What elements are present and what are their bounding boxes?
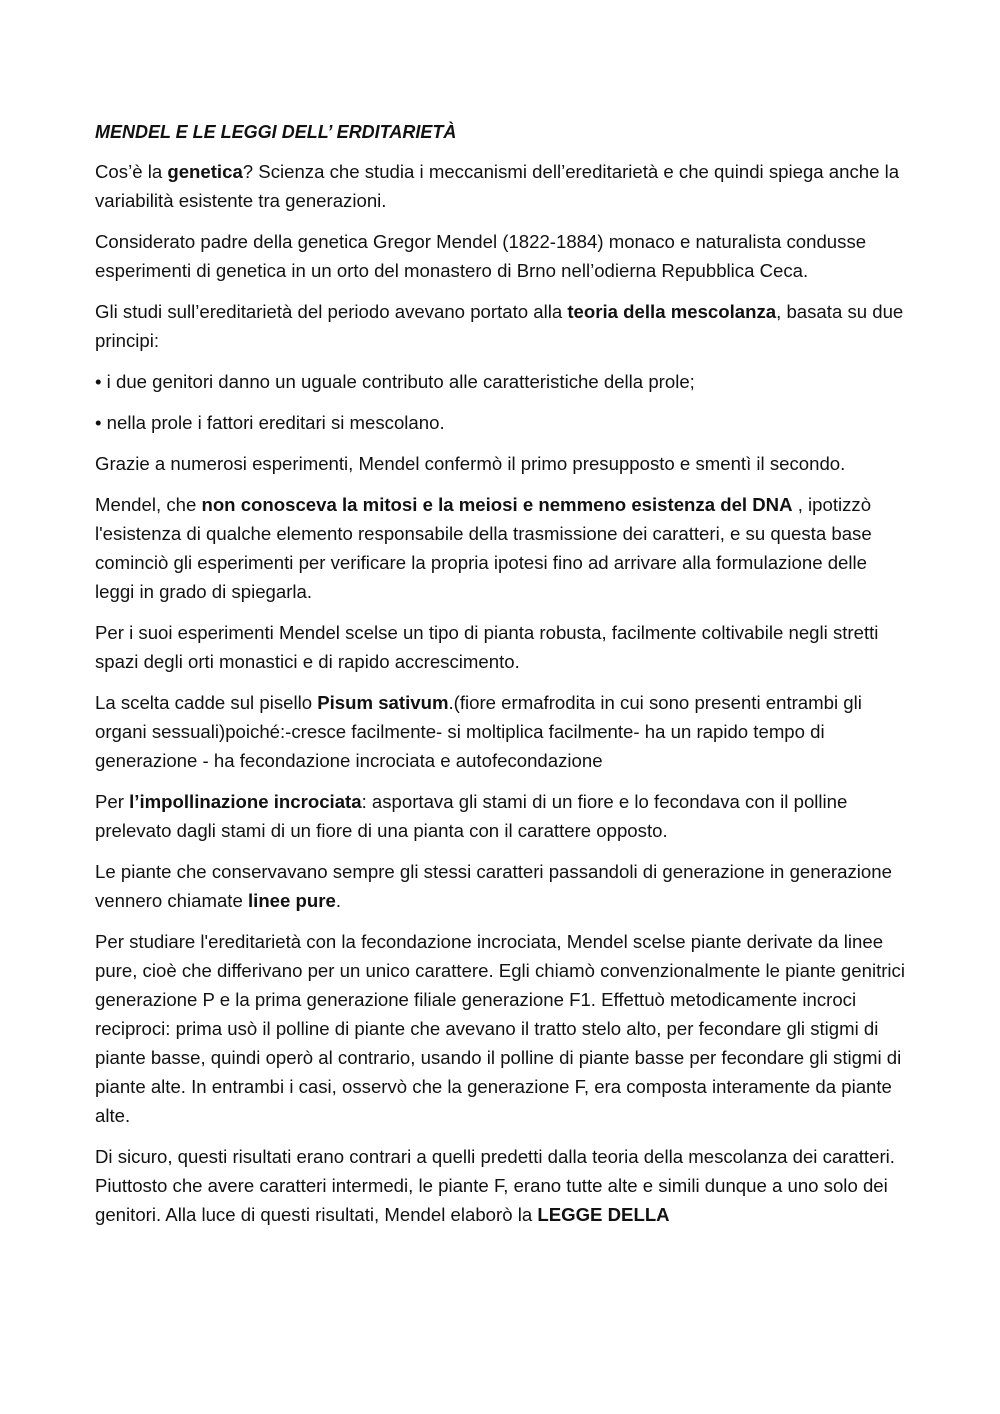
text-run: ? Scienza che studia i meccanismi dell’ereditarietà e che quindi spiega anche la variabilità esistente tra generazioni. [95, 161, 900, 211]
text-run: Le piante che conservavano sempre gli stessi caratteri passandoli di generazione in generazione vennero chiamate [95, 861, 892, 911]
bold-text: linee pure [247, 890, 336, 911]
bold-text: LEGGE DELLA [537, 1204, 670, 1225]
paragraph [95, 297, 910, 355]
text-run: . [335, 890, 341, 911]
text-run: : asportava gli stami di un fiore e lo fecondava con il polline prelevato dagli stami di un fiore di una pianta con il carattere opposto. [95, 791, 848, 841]
paragraph [95, 227, 910, 285]
bold-text: genetica [167, 161, 243, 182]
paragraph [95, 490, 910, 606]
document-body [95, 157, 910, 1229]
bold-text: Pisum sativum [317, 692, 449, 713]
text-run: La scelta cadde sul pisello [95, 692, 318, 713]
bold-text: non conosceva la mitosi e la meiosi e nemmeno esistenza del DNA [201, 494, 793, 515]
paragraph [95, 367, 910, 396]
document-title: MENDEL E LE LEGGI DELL’ ERDITARIETÀ [95, 122, 457, 142]
document-page [95, 118, 910, 1241]
paragraph [95, 408, 910, 437]
paragraph [95, 688, 910, 775]
text-run: Considerato padre della genetica Gregor Mendel (1822-1884) monaco e naturalista condusse esperimenti di genetica in un orto del monastero di Brno nell’odierna Repubblica Ceca. [95, 231, 867, 281]
text-run: Per [95, 791, 130, 812]
paragraph [95, 449, 910, 478]
text-run: • i due genitori danno un uguale contributo alle caratteristiche della prole; [95, 371, 695, 392]
text-run: .(fiore ermafrodita in cui sono presenti entrambi gli organi sessuali)poiché:-cresce facilmente- si moltiplica facilmente- ha un rapido tempo di generazione - ha fecondazione incrociata e autofecondazione [95, 692, 862, 771]
bold-text: l’impollinazione incrociata [129, 791, 362, 812]
paragraph [95, 1142, 910, 1229]
text-run: Mendel, che [95, 494, 202, 515]
paragraph [95, 787, 910, 845]
paragraph [95, 157, 910, 215]
paragraph [95, 857, 910, 915]
text-run: Cos’è la [95, 161, 168, 182]
text-run: , basata su due principi: [95, 301, 904, 351]
text-run: Per i suoi esperimenti Mendel scelse un tipo di pianta robusta, facilmente coltivabile negli stretti spazi degli orti monastici e di rapido accrescimento. [95, 622, 879, 672]
text-run: Per studiare l'ereditarietà con la fecondazione incrociata, Mendel scelse piante derivate da linee pure, cioè che differivano per un unico carattere. Egli chiamò convenzionalmente le piante genitrici generazione P e la prima generazione filiale generazione F1. Effettuò metodicamente incroci reciproci: prima usò il polline di piante che avevano il tratto stelo alto, per fecondare gli stigmi di piante basse, quindi operò al contrario, usando il polline di piante basse per fecondare gli stigmi di piante alte. In entrambi i casi, osservò che la generazione F, era composta interamente da piante alte. [95, 931, 905, 1126]
text-run: Grazie a numerosi esperimenti, Mendel confermò il primo presupposto e smentì il secondo. [95, 453, 846, 474]
text-run: , ipotizzò l'esistenza di qualche elemento responsabile della trasmissione dei caratteri, e su questa base cominciò gli esperimenti per verificare la propria ipotesi fino ad arrivare alla formulazione delle leggi in grado di spiegarla. [95, 494, 872, 602]
text-run: • nella prole i fattori ereditari si mescolano. [95, 412, 445, 433]
bold-text: teoria della mescolanza [567, 301, 777, 322]
text-run: Gli studi sull’ereditarietà del periodo avevano portato alla [95, 301, 568, 322]
paragraph [95, 927, 910, 1130]
paragraph [95, 618, 910, 676]
text-run: Di sicuro, questi risultati erano contrari a quelli predetti dalla teoria della mescolanza dei caratteri. Piuttosto che avere caratteri intermedi, le piante F, erano tutte alte e simili dunque a uno solo dei genitori. Alla luce di questi risultati, Mendel elaborò la [95, 1146, 895, 1225]
